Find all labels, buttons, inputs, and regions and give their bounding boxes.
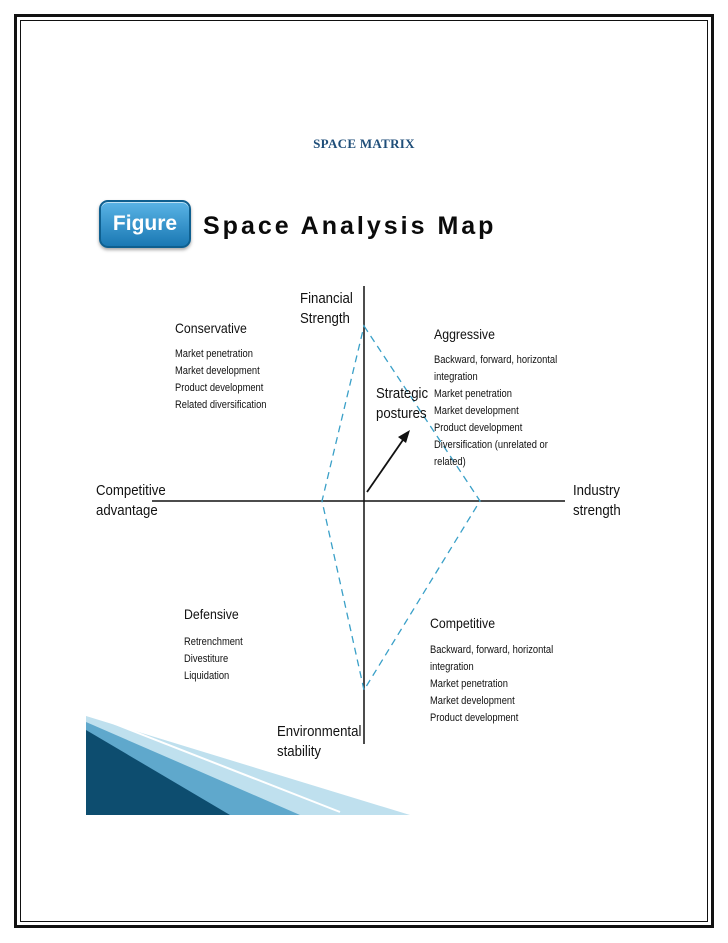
axis-label-line: strength [573, 502, 621, 519]
axis-label-financial-strength [300, 289, 353, 329]
quadrant-title-conservative: Conservative [175, 320, 247, 336]
list-item: Retrenchment [184, 636, 243, 648]
list-item: Market development [175, 365, 260, 377]
axis-label-line: Environmental [277, 723, 362, 740]
list-item: Market penetration [434, 388, 512, 400]
posture-arrow-head [398, 430, 410, 443]
axis-label-line: Competitive [96, 482, 166, 499]
list-item: Liquidation [184, 670, 230, 682]
list-item: Market penetration [175, 348, 253, 360]
quadrant-title-aggressive: Aggressive [434, 326, 495, 342]
page-heading: SPACE MATRIX [313, 136, 415, 151]
quadrant-title-defensive: Defensive [184, 606, 239, 622]
center-label-line: postures [376, 405, 427, 422]
axis-label-line: Financial [300, 290, 353, 307]
quadrant-list-competitive [430, 642, 556, 727]
list-item: Related diversification [175, 399, 267, 411]
axis-label-line: Industry [573, 482, 620, 499]
list-item: Product development [175, 382, 264, 394]
axis-label-competitive-advantage [96, 481, 166, 521]
quadrant-list-conservative [175, 346, 266, 414]
list-item: Market development [434, 405, 519, 417]
list-item: Backward, forward, horizontal integration [430, 644, 554, 673]
axis-label-line: advantage [96, 502, 158, 519]
strategic-postures-label [376, 384, 428, 424]
list-item: Backward, forward, horizontal integration [434, 354, 558, 383]
axis-label-environmental-stability [277, 722, 361, 762]
list-item: Diversification (unrelated or related) [434, 439, 548, 468]
list-item: Divestiture [184, 653, 229, 665]
axis-label-line: stability [277, 743, 322, 760]
posture-arrow [367, 437, 405, 492]
list-item: Product development [434, 422, 523, 434]
figure-title: Space Analysis Map [203, 212, 497, 240]
list-item: Market development [430, 695, 515, 707]
center-label-line: Strategic [376, 385, 429, 402]
list-item: Market penetration [430, 678, 508, 690]
figure-badge-label: Figure [112, 212, 178, 235]
quadrant-title-competitive: Competitive [430, 615, 496, 631]
quadrant-list-defensive [184, 634, 243, 685]
quadrant-list-aggressive [434, 352, 560, 471]
list-item: Product development [430, 712, 519, 724]
axis-label-line: Strength [300, 310, 350, 327]
axis-label-industry-strength [573, 481, 621, 521]
